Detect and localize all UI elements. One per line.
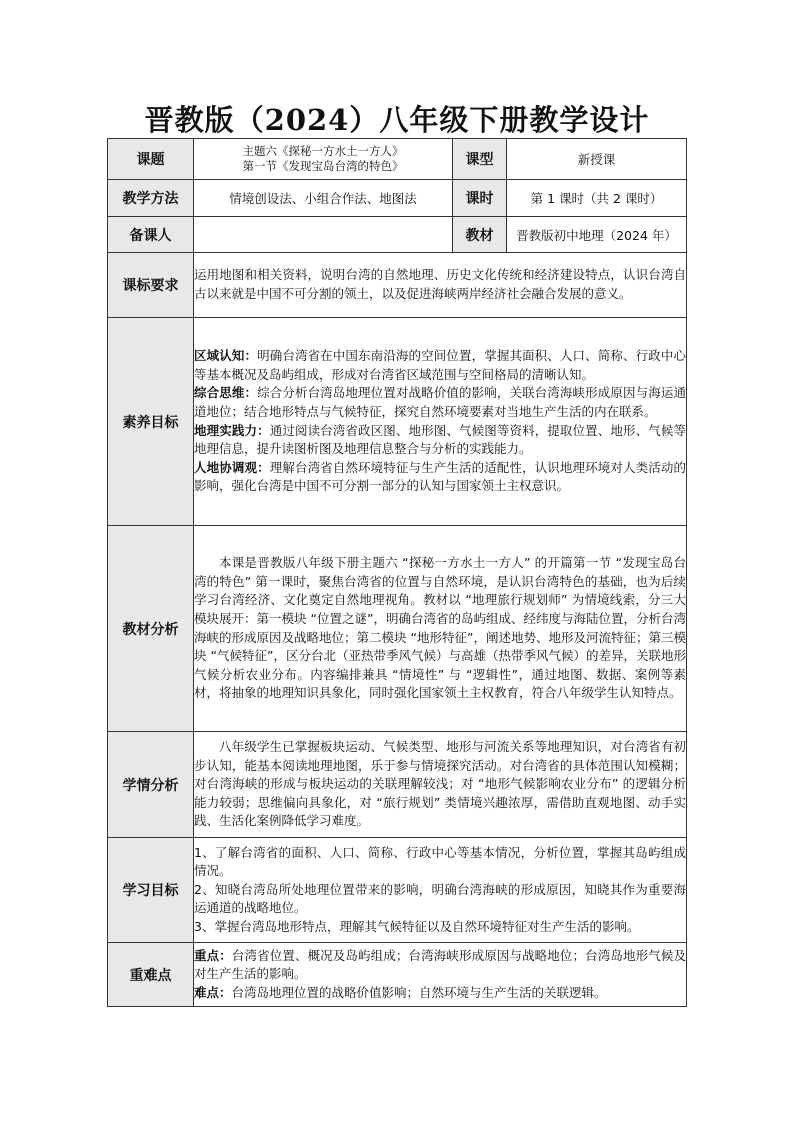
row-method	[108, 180, 687, 217]
objective-item: 1、了解台湾省的面积、人口、简称、行政中心等基本情况，分析位置，掌握其岛屿组成情况。	[194, 844, 686, 879]
objective-item: 3、掌握台湾岛地形特点，理解其气候特征以及自然环境特征对生产生活的影响。	[194, 918, 640, 934]
textbook-label: 教材	[453, 217, 507, 253]
type-value: 新授课	[507, 139, 687, 180]
method-value: 情境创设法、小组合作法、地图法	[194, 180, 453, 217]
literacy-text: 通过阅读台湾省政区图、地形图、气候图等资料，提取位置、地形、气候等地理信息，提升读图析图及地理信息整合与分析的实践能力。	[194, 422, 686, 457]
preparer-value	[194, 217, 453, 253]
key-point-lead: 重点：	[194, 947, 232, 963]
hours-value: 第 1 课时（共 2 课时）	[507, 180, 687, 217]
literacy-item	[194, 422, 686, 459]
row-topic	[108, 139, 687, 180]
literacy-content	[194, 318, 687, 526]
literacy-item	[194, 459, 686, 496]
key-points-label: 重难点	[108, 943, 194, 1007]
literacy-text: 理解台湾省自然环境特征与生产生活的适配性，认识地理环境对人类活动的影响，强化台湾是中国不可分割一部分的认知与国家领土主权意识。	[194, 459, 686, 494]
topic-line-1: 主题六《探秘一方水土一方人》	[242, 144, 404, 158]
difficult-point	[194, 984, 686, 1003]
objective-item: 2、知晓台湾岛所处地理位置带来的影响，明确台湾海峡的形成原因，知晓其作为重要海运通道的战略地位。	[194, 881, 686, 916]
textbook-analysis-text: 本课是晋教版八年级下册主题六 “探秘一方水土一方人” 的开篇第一节 “发现宝岛台湾的特色” 第一课时，聚焦台湾省的位置与自然环境，是认识台湾特色的基础，也为后续学习台湾经济、文化奠定自然地理视角。教材以 “地理旅行规划师” 为情境线索，分三大模块展开：第一模块 “位置之谜”，明确台湾省的岛屿组成、经纬度与海陆位置，分析台湾海峡的形成原因及战略地位；第二模块 “地形特征”，阐述地势、地形及河流特征；第三模块 “气候特征”，区分台北（亚热带季风气候）与高雄（热带季风气候）的差异，关联地形气候分析农业分布。内容编排兼具 “情境性” 与 “逻辑性”，通过地图、数据、案例等素材，将抽象的地理知识具象化，同时强化国家领土主权教育，符合八年级学生认知特点。	[194, 526, 687, 732]
topic-line-2: 第一节《发现宝岛台湾的特色》	[242, 159, 404, 173]
row-objectives	[108, 838, 687, 943]
literacy-text: 综合分析台湾岛地理位置对战略价值的影响，关联台湾海峡形成原因与海运通道地位；结合地形特点与气候特征，探究自然环境要素对当地生产生活的内在联系。	[194, 385, 686, 419]
difficult-point-lead: 难点：	[194, 984, 232, 1000]
row-textbook-analysis	[108, 526, 687, 732]
learner-analysis-label: 学情分析	[108, 732, 194, 838]
key-point	[194, 947, 686, 984]
literacy-item	[194, 347, 686, 384]
topic-value	[194, 139, 453, 180]
topic-label: 课题	[108, 139, 194, 180]
objectives-label: 学习目标	[108, 838, 194, 943]
row-preparer	[108, 217, 687, 253]
hours-label: 课时	[453, 180, 507, 217]
standards-text: 运用地图和相关资料，说明台湾的自然地理、历史文化传统和经济建设特点，认识台湾自古以来就是中国不可分割的领土，以及促进海峡两岸经济社会融合发展的意义。	[194, 253, 687, 318]
row-standards	[108, 253, 687, 318]
textbook-analysis-label: 教材分析	[108, 526, 194, 732]
literacy-label: 素养目标	[108, 318, 194, 526]
learner-analysis-text: 八年级学生已掌握板块运动、气候类型、地形与河流关系等地理知识，对台湾省有初步认知，能基本阅读地理地图，乐于参与情境探究活动。对台湾省的具体范围认知模糊；对台湾海峡的形成与板块运动的关联理解较浅；对 “地形气候影响农业分布” 的逻辑分析能力较弱；思维偏向具象化，对 “旅行规划” 类情境兴趣浓厚，需借助直观地图、动手实践、生活化案例降低学习难度。	[194, 732, 687, 838]
key-point-text: 台湾省位置、概况及岛屿组成；台湾海峡形成原因与战略地位；台湾岛地形气候及对生产生活的影响。	[194, 947, 686, 982]
objectives-content	[194, 838, 687, 943]
method-label: 教学方法	[108, 180, 194, 217]
literacy-text: 明确台湾省在中国东南沿海的空间位置，掌握其面积、人口、简称、行政中心等基本概况及岛屿组成，形成对台湾省区域范围与空间格局的清晰认知。	[194, 348, 686, 382]
key-points-content	[194, 943, 687, 1007]
literacy-lead: 区域认知：	[194, 348, 258, 364]
row-literacy	[108, 318, 687, 526]
textbook-value: 晋教版初中地理（2024 年）	[507, 217, 687, 253]
literacy-item	[194, 384, 686, 421]
difficult-point-text: 台湾岛地理位置的战略价值影响；自然环境与生产生活的关联逻辑。	[231, 984, 607, 1000]
document-title: 晋教版（2024）八年级下册教学设计	[144, 103, 650, 137]
literacy-lead: 人地协调观：	[194, 459, 270, 475]
literacy-lead: 综合思维：	[194, 385, 258, 401]
literacy-lead: 地理实践力：	[194, 422, 270, 438]
row-learner-analysis	[108, 732, 687, 838]
preparer-label: 备课人	[108, 217, 194, 253]
standards-label: 课标要求	[108, 253, 194, 318]
lesson-plan-table	[107, 138, 687, 1007]
row-key-points	[108, 943, 687, 1007]
type-label: 课型	[453, 139, 507, 180]
